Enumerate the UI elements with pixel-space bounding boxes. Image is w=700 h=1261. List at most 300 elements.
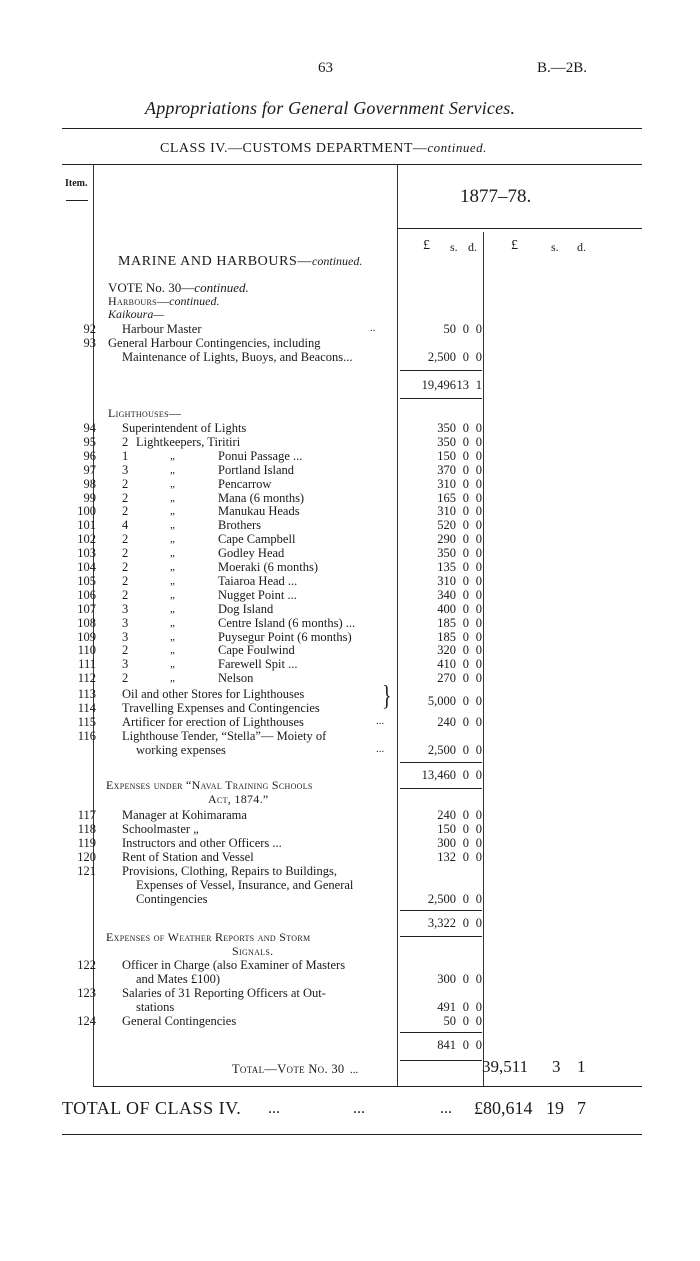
year-rule	[397, 228, 642, 229]
amount-pounds: 240	[437, 808, 456, 822]
amount-shillings: 0	[462, 532, 469, 547]
subtotal-row	[0, 768, 700, 782]
amount-shillings: 0	[462, 560, 469, 574]
row-description: Manager at Kohimarama	[122, 808, 247, 822]
table-row	[0, 421, 700, 435]
row-description: Puysegur Point (6 months)	[218, 629, 352, 644]
row-description: Cape Foulwind	[218, 643, 295, 658]
table-row	[0, 350, 700, 364]
item-number: 104	[77, 560, 96, 574]
ditto-mark: „	[170, 588, 175, 601]
amount-pence: 0	[475, 462, 482, 477]
row-description: Schoolmaster „	[122, 822, 199, 836]
leader-dots: ...	[376, 715, 385, 727]
row-description: General Harbour Contingencies, including	[108, 336, 321, 350]
vote-heading-suffix: continued.	[194, 280, 249, 295]
amount-shillings: 0	[462, 504, 469, 519]
subtotal-row	[0, 916, 700, 930]
row-description: Lightkeepers, Tiritiri	[136, 434, 241, 449]
subtotal-rule	[400, 398, 482, 399]
amount-row	[0, 694, 700, 708]
keeper-count: 3	[122, 657, 129, 672]
row-description: Lighthouse Tender, “Stella”— Moiety of	[122, 729, 327, 743]
item-number: 109	[77, 629, 96, 644]
amount-pounds: 2,500	[427, 892, 456, 906]
item-number: 102	[77, 532, 96, 547]
row-description: Travelling Expenses and Contingencies	[122, 701, 320, 715]
section-heading	[118, 254, 362, 270]
amount-pence: 0	[475, 629, 482, 644]
class-heading-suffix: continued.	[427, 140, 487, 155]
vote-total-shillings: 3	[552, 1057, 561, 1076]
amount-pence: 0	[475, 532, 482, 547]
table-row	[0, 850, 700, 864]
ditto-mark: „	[170, 672, 175, 685]
amount-pence: 0	[475, 615, 482, 630]
vote-total-pence: 1	[577, 1057, 586, 1076]
item-number: 99	[83, 490, 96, 505]
subtotal-row	[0, 378, 700, 392]
ditto-mark: „	[170, 505, 175, 518]
keeper-count: 2	[122, 560, 129, 574]
keeper-count: 2	[122, 434, 129, 449]
amount-pence: 0	[475, 587, 482, 602]
item-number: 119	[77, 836, 96, 850]
row-description: Portland Island	[218, 462, 295, 477]
table-row	[0, 477, 700, 491]
brace: }	[382, 681, 392, 713]
amount-shillings: 0	[462, 972, 469, 986]
amount-shillings: 0	[462, 671, 469, 686]
amount-shillings: 0	[462, 322, 469, 336]
amount-shillings: 0	[462, 421, 469, 435]
amount-pence: 0	[475, 850, 482, 864]
amount-pence: 0	[475, 350, 482, 364]
row-description: Centre Island (6 months) ...	[218, 615, 356, 630]
item-number: 113	[77, 687, 96, 701]
item-number: 105	[77, 573, 96, 588]
row-description: Oil and other Stores for Lighthouses	[122, 687, 305, 701]
amount-pounds: 290	[437, 532, 456, 547]
amount-pence: 0	[475, 476, 482, 491]
row-description: Manukau Heads	[218, 504, 300, 519]
amount-pounds: 491	[437, 1000, 456, 1014]
class-total-pence: 7	[577, 1098, 586, 1118]
subtotal-pence: 0	[475, 916, 482, 930]
table-row	[0, 574, 700, 588]
weather-heading: Expenses of Weather Reports and Storm	[106, 930, 311, 944]
pence-header-1: d.	[468, 240, 477, 254]
item-number: 112	[77, 671, 96, 686]
amount-shillings: 0	[462, 629, 469, 644]
amount-shillings: 0	[462, 587, 469, 602]
vote-heading-text: VOTE No. 30—	[108, 280, 195, 295]
amount-pounds: 300	[437, 836, 456, 850]
subtotal-pence: 0	[475, 768, 482, 782]
ditto-mark: „	[170, 644, 175, 657]
amount-pence: 0	[475, 822, 482, 836]
amount-pence: 0	[475, 892, 482, 906]
amount-pounds: 240	[437, 715, 456, 729]
amount-shillings: 0	[462, 490, 469, 505]
row-description: Harbour Master	[122, 322, 202, 336]
subtotal-rule	[400, 788, 482, 789]
ditto-mark: „	[170, 449, 175, 462]
table-row	[0, 518, 700, 532]
amount-pounds: 270	[437, 671, 456, 686]
item-number: 124	[77, 1014, 96, 1028]
class-total-pounds: £80,614	[474, 1098, 533, 1118]
table-row	[0, 986, 700, 1000]
ditto-mark: „	[170, 658, 175, 671]
row-description: Godley Head	[218, 546, 285, 561]
subtotal-shillings: 0	[462, 916, 469, 930]
subplace-heading: Kaikoura—	[108, 307, 165, 321]
amount-pounds: 150	[437, 448, 456, 463]
row-description: Contingencies	[136, 892, 208, 906]
ditto-mark: „	[170, 616, 175, 629]
row-description: Brothers	[218, 518, 262, 533]
leader-dots: ...	[353, 1100, 365, 1117]
amount-pounds: 165	[437, 490, 456, 505]
amount-pounds: 132	[437, 850, 456, 864]
amount-pounds: 135	[437, 560, 456, 574]
amount-shillings: 0	[462, 657, 469, 672]
amount-pence: 0	[475, 694, 482, 708]
table-bottom-rule	[93, 1086, 642, 1087]
keeper-count: 3	[122, 629, 129, 644]
table-row	[0, 588, 700, 602]
item-number: 116	[77, 729, 96, 743]
leader-dots: ...	[268, 1100, 280, 1117]
row-description: Cape Campbell	[218, 532, 296, 547]
subtotal-rule	[400, 370, 482, 371]
keeper-count: 2	[122, 587, 129, 602]
item-number: 98	[83, 476, 96, 491]
keeper-count: 2	[122, 573, 129, 588]
shilling-header-2: s.	[551, 240, 559, 254]
row-description: Instructors and other Officers ...	[122, 836, 282, 850]
amount-pounds: 310	[437, 476, 456, 491]
row-description: Mana (6 months)	[218, 490, 305, 505]
amount-shillings: 0	[462, 601, 469, 616]
amount-shillings: 0	[462, 694, 469, 708]
subtotal-rule	[400, 910, 482, 911]
amount-shillings: 0	[462, 462, 469, 477]
vote-total-text: Total—Vote No. 30	[232, 1062, 345, 1076]
lighthouses-heading: Lighthouses—	[108, 406, 182, 420]
amount-shillings: 0	[462, 1014, 469, 1028]
amount-shillings: 0	[462, 1000, 469, 1014]
item-number: 93	[83, 336, 96, 350]
table-row	[0, 546, 700, 560]
row-description: Artificer for erection of Lighthouses	[122, 715, 304, 729]
keeper-count: 2	[122, 490, 129, 505]
ditto-mark: „	[170, 630, 175, 643]
amount-pence: 0	[475, 322, 482, 336]
amount-pence: 0	[475, 421, 482, 435]
table-row	[0, 463, 700, 477]
amount-pence: 0	[475, 490, 482, 505]
subtotal-pounds: 19,496	[421, 378, 456, 392]
amount-shillings: 0	[462, 822, 469, 836]
subtotal-pounds: 3,322	[427, 916, 456, 930]
ditto-mark: „	[170, 463, 175, 476]
subtotal-pounds: 13,460	[421, 768, 456, 782]
table-row	[0, 743, 700, 757]
row-description: Expenses of Vessel, Insurance, and General	[136, 878, 354, 892]
table-row	[0, 657, 700, 671]
ditto-mark: „	[170, 491, 175, 504]
table-row	[0, 808, 700, 822]
table-row	[0, 630, 700, 644]
table-row	[0, 729, 700, 743]
table-row	[0, 822, 700, 836]
amount-shillings: 0	[462, 476, 469, 491]
table-row	[0, 643, 700, 657]
row-description: stations	[136, 1000, 175, 1014]
amount-pounds: 410	[437, 657, 456, 672]
row-description: working expenses	[136, 743, 226, 757]
amount-pence: 0	[475, 573, 482, 588]
amount-pounds: 2,500	[427, 743, 456, 757]
subtotal-pounds: 841	[437, 1038, 456, 1052]
row-description: Superintendent of Lights	[122, 421, 247, 435]
amount-pounds: 350	[437, 546, 456, 561]
amount-pounds: 50	[443, 322, 456, 336]
vote-total-label	[232, 1062, 358, 1077]
amount-shillings: 0	[462, 434, 469, 449]
table-row	[0, 449, 700, 463]
row-description: Nelson	[218, 671, 254, 686]
item-head-rule	[66, 200, 88, 201]
ditto-mark: „	[170, 561, 175, 573]
table-row	[0, 435, 700, 449]
leader-dots: ...	[440, 1100, 452, 1117]
pence-header-2: d.	[577, 240, 586, 254]
amount-pounds: 350	[437, 434, 456, 449]
subtotal-rule	[400, 936, 482, 937]
class-heading-text: CLASS IV.—CUSTOMS DEPARTMENT—	[160, 141, 428, 156]
vote-total-pounds: 39,511	[482, 1057, 529, 1076]
amount-pence: 0	[475, 546, 482, 561]
class-heading	[160, 140, 487, 157]
item-number: 117	[77, 808, 96, 822]
table-row	[0, 864, 700, 878]
ditto-mark: „	[170, 519, 175, 532]
item-column-header: Item.	[65, 178, 88, 189]
row-description: Nugget Point ...	[218, 587, 297, 602]
item-number: 114	[77, 701, 96, 715]
amount-pence: 0	[475, 743, 482, 757]
keeper-count: 2	[122, 476, 129, 491]
keeper-count: 3	[122, 615, 129, 630]
item-number: 95	[83, 434, 96, 449]
amount-shillings: 0	[462, 615, 469, 630]
amount-pence: 0	[475, 434, 482, 449]
table-top-rule	[62, 164, 642, 165]
table-row	[0, 972, 700, 986]
amount-pence: 0	[475, 671, 482, 686]
page-title: Appropriations for General Government Services.	[145, 98, 516, 118]
item-number: 111	[78, 657, 96, 672]
amount-pounds: 50	[443, 1014, 456, 1028]
item-number: 122	[77, 958, 96, 972]
row-description: Salaries of 31 Reporting Officers at Out-	[122, 986, 326, 1000]
keeper-count: 1	[122, 448, 129, 463]
item-number: 94	[83, 421, 96, 435]
keeper-count: 2	[122, 504, 129, 519]
subtotal-shillings: 13	[456, 378, 469, 392]
ditto-mark: „	[170, 533, 175, 546]
subtotal-rule	[400, 762, 482, 763]
amount-pounds: 340	[437, 587, 456, 602]
row-description: Pencarrow	[218, 476, 272, 491]
section-heading-suffix: continued.	[312, 254, 363, 268]
amount-shillings: 0	[462, 350, 469, 364]
amount-pounds: 370	[437, 462, 456, 477]
row-description: Farewell Spit ...	[218, 657, 298, 672]
amount-shillings: 0	[462, 546, 469, 561]
subtotal-row	[0, 1038, 700, 1052]
subtotal-shillings: 0	[462, 1038, 469, 1052]
item-number: 120	[77, 850, 96, 864]
table-row	[0, 532, 700, 546]
amount-pounds: 400	[437, 601, 456, 616]
keeper-count: 2	[122, 671, 129, 686]
amount-pence: 0	[475, 560, 482, 574]
naval-heading-2: Act, 1874.”	[208, 792, 269, 806]
table-row	[0, 836, 700, 850]
subtotal-pence: 1	[475, 378, 482, 392]
table-row	[0, 1014, 700, 1028]
subtotal-rule	[400, 1032, 482, 1033]
leader-dots: ...	[344, 1064, 359, 1076]
shilling-header-1: s.	[450, 240, 458, 254]
amount-pounds: 310	[437, 573, 456, 588]
row-description: and Mates £100)	[136, 972, 221, 986]
ditto-mark: „	[170, 574, 175, 587]
amount-pence: 0	[475, 1000, 482, 1014]
amount-pence: 0	[475, 808, 482, 822]
item-number: 118	[77, 822, 96, 836]
row-description: Ponui Passage ...	[218, 448, 303, 463]
keeper-count: 4	[122, 518, 129, 533]
amount-pence: 0	[475, 504, 482, 519]
amount-pounds: 320	[437, 643, 456, 658]
amount-shillings: 0	[462, 715, 469, 729]
row-description: Dog Island	[218, 601, 274, 616]
row-description: Rent of Station and Vessel	[122, 850, 254, 864]
document-reference: B.—2B.	[537, 60, 588, 76]
amount-pence: 0	[475, 715, 482, 729]
year-header: 1877–78.	[460, 186, 532, 207]
amount-pounds: 2,500	[427, 350, 456, 364]
amount-pence: 0	[475, 657, 482, 672]
class-total-label: TOTAL OF CLASS IV.	[62, 1098, 242, 1118]
table-row	[0, 491, 700, 505]
naval-heading: Expenses under “Naval Training Schools	[106, 778, 313, 792]
amount-shillings: 0	[462, 808, 469, 822]
table-row	[0, 560, 700, 574]
weather-heading-2: Signals.	[232, 944, 274, 958]
item-number: 106	[77, 587, 96, 602]
leader-dots: ..	[370, 322, 376, 334]
keeper-count: 2	[122, 532, 129, 547]
amount-pence: 0	[475, 448, 482, 463]
amount-shillings: 0	[462, 518, 469, 533]
amount-pounds: 520	[437, 518, 456, 533]
table-row	[0, 1000, 700, 1014]
amount-pence: 0	[475, 836, 482, 850]
amount-shillings: 0	[462, 448, 469, 463]
item-number: 101	[77, 518, 96, 533]
item-number: 110	[77, 643, 96, 658]
item-number: 96	[83, 448, 96, 463]
keeper-count: 3	[122, 601, 129, 616]
item-number: 100	[77, 504, 96, 519]
item-number: 97	[83, 462, 96, 477]
table-row	[0, 602, 700, 616]
subtotal-pence: 0	[475, 1038, 482, 1052]
amount-shillings: 0	[462, 643, 469, 658]
table-row	[0, 715, 700, 729]
item-number: 115	[77, 715, 96, 729]
subtotal-shillings: 0	[462, 768, 469, 782]
amount-pounds: 150	[437, 822, 456, 836]
amount-pence: 0	[475, 643, 482, 658]
item-number: 121	[77, 864, 96, 878]
keeper-count: 2	[122, 546, 129, 561]
amount-pence: 0	[475, 1014, 482, 1028]
amount-shillings: 0	[462, 743, 469, 757]
row-description: Provisions, Clothing, Repairs to Buildings,	[122, 864, 337, 878]
row-description: Officer in Charge (also Examiner of Masters	[122, 958, 346, 972]
item-number: 108	[77, 615, 96, 630]
row-description: Moeraki (6 months)	[218, 560, 318, 574]
table-row	[0, 671, 700, 685]
table-row	[0, 504, 700, 518]
amount-shillings: 0	[462, 573, 469, 588]
row-description: General Contingencies	[122, 1014, 237, 1028]
item-number: 92	[83, 322, 96, 336]
amount-pounds: 185	[437, 615, 456, 630]
amount-shillings: 0	[462, 850, 469, 864]
pound-header-1: £	[423, 238, 430, 253]
footer-rule	[62, 1134, 642, 1135]
item-number: 103	[77, 546, 96, 561]
table-row	[0, 322, 700, 336]
keeper-count: 2	[122, 643, 129, 658]
subtotal-rule	[400, 1060, 482, 1061]
row-description: Maintenance of Lights, Buoys, and Beacons...	[122, 350, 353, 364]
amount-pounds: 350	[437, 421, 456, 435]
harbours-heading-text: Harbours—	[108, 294, 170, 308]
amount-pounds: 300	[437, 972, 456, 986]
amount-pence: 0	[475, 601, 482, 616]
leader-dots: ...	[376, 743, 385, 755]
amount-pence: 0	[475, 972, 482, 986]
item-number: 107	[77, 601, 96, 616]
title-rule	[62, 128, 642, 129]
table-row	[0, 892, 700, 906]
table-row	[0, 878, 700, 892]
amount-pounds: 5,000	[427, 694, 456, 708]
amount-shillings: 0	[462, 892, 469, 906]
class-total-shillings: 19	[546, 1098, 564, 1118]
amount-pounds: 310	[437, 504, 456, 519]
table-row	[0, 616, 700, 630]
